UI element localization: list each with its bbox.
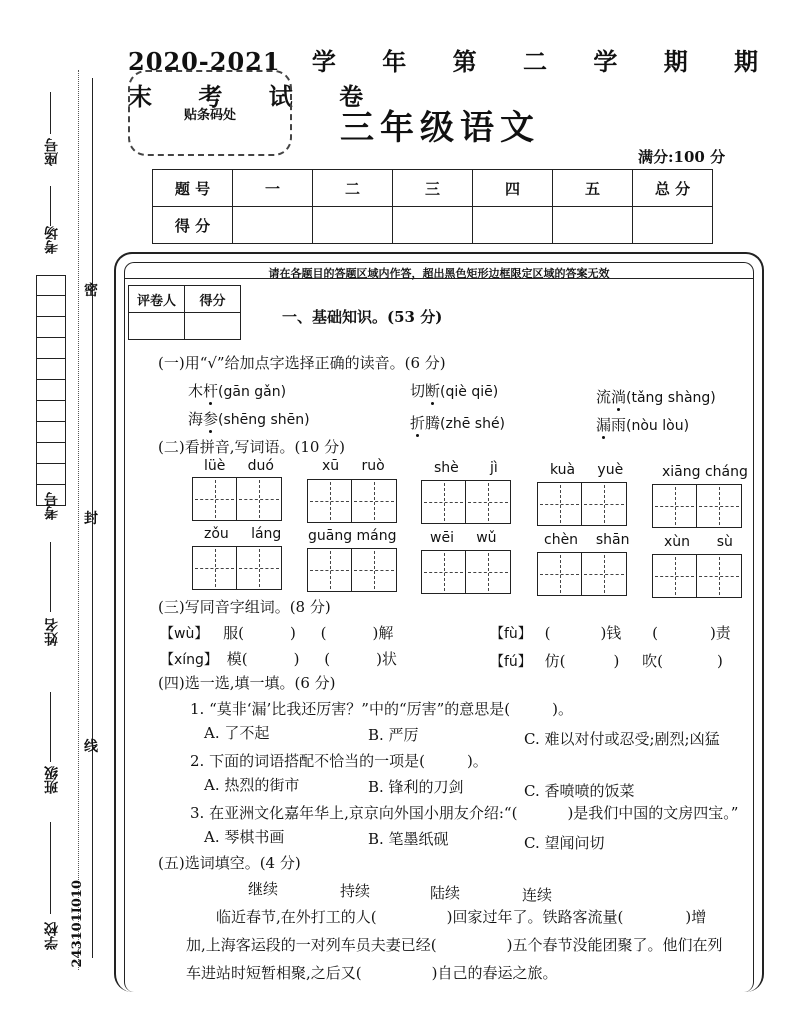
q3-title: (三)写同音字组词。(8 分) [158,598,331,616]
q1-item-5: 折腾(zhē shé) [410,414,506,432]
class-blank [50,692,51,762]
writing-box-pair[interactable] [652,484,742,528]
year-range: 2020-2021 [128,47,281,76]
q2-pinyin: lüè duó [204,458,274,474]
school-blank [50,822,51,914]
q1-item-2: 切断(qiè qiē) [410,382,499,400]
school-label: 学校 [44,922,60,950]
score-input-cell[interactable] [473,207,553,244]
notice-divider [124,278,754,279]
q4-3-option-b: B. 笔墨纸砚 [368,830,449,848]
q2-pinyin: xùn sù [664,534,733,550]
q2-pinyin: xū ruò [322,458,385,474]
q3-line-2-left: 【xíng】 模( ) ( )状 [160,650,397,668]
binding-mi: 密 [84,283,98,299]
full-score: 满分:100 分 [638,148,726,166]
q4-title: (四)选一选,填一填。(6 分) [158,674,336,692]
q4-1-option-c: C. 难以对付或忍受;剧烈;凶猛 [524,730,720,748]
q2-title: (二)看拼音,写词语。(10 分) [158,438,346,456]
exam-room-label: 考场 [44,226,60,254]
binding-dotted-line [78,70,79,970]
writing-box-pair[interactable] [192,546,282,590]
score-input-cell[interactable] [633,207,713,244]
seat-label: 座号 [44,138,60,166]
q4-question-3: 3. 在亚洲文化嘉年华上,京京向外国小朋友介绍:“( )是我们中国的文房四宝。” [190,804,739,822]
score-cell: 总 分 [633,170,713,207]
score-cell: 一 [233,170,313,207]
class-label: 班级 [44,766,60,794]
score-input-cell[interactable] [233,207,313,244]
score-table [152,169,713,244]
q4-1-option-b: B. 严厉 [368,726,419,744]
q2-pinyin: zǒu láng [204,526,282,542]
q5-word: 陆续 [430,884,461,902]
q4-3-option-c: C. 望闻问切 [524,834,605,852]
q4-question-2: 2. 下面的词语搭配不恰当的一项是( )。 [190,752,488,770]
writing-box-pair[interactable] [192,477,282,521]
q4-2-option-c: C. 香喷喷的饭菜 [524,782,635,800]
grader-score-label: 得分 [185,286,241,313]
q5-paragraph-line-3: 车进站时短暂相聚,之后又( )自己的春运之旅。 [186,964,558,982]
score-input-cell[interactable] [553,207,633,244]
q1-item-4: 海参(shēng shēn) [188,410,310,428]
name-blank [50,542,51,612]
page-title: 三年级语文 [340,108,540,148]
exam-name: 学 年 第 二 学 期 期 末 考 试 卷 [128,47,778,111]
writing-box-pair[interactable] [652,554,742,598]
q4-3-option-a: A. 琴棋书画 [204,828,285,846]
q3-line-2-right: 【fú】 仿( ) 吹( ) [490,652,723,670]
section1-title: 一、基础知识。(53 分) [282,308,443,326]
score-table-score-row [153,207,713,244]
grader-table [128,285,241,340]
score-input-cell[interactable] [393,207,473,244]
q1-item-3: 流淌(tǎng shàng) [596,388,716,406]
exam-room-blank [50,186,51,226]
q4-1-option-a: A. 了不起 [204,724,270,742]
q4-2-option-b: B. 锋利的刀剑 [368,778,464,796]
writing-box-pair[interactable] [307,479,397,523]
q2-pinyin: shè jì [434,460,498,476]
score-cell: 得 分 [153,207,233,244]
writing-box-pair[interactable] [537,482,627,526]
score-cell: 五 [553,170,633,207]
q2-pinyin: chèn shān [544,532,630,548]
writing-box-pair[interactable] [421,550,511,594]
grader-reviewer-label: 评卷人 [129,286,185,313]
score-cell: 四 [473,170,553,207]
score-input-cell[interactable] [313,207,393,244]
q1-item-1: 木杆(gān gǎn) [188,382,287,400]
seat-blank [50,92,51,134]
score-cell: 二 [313,170,393,207]
q5-word: 持续 [340,882,371,900]
q4-question-1: 1. “莫非‘漏’比我还厉害？”中的“厉害”的意思是( )。 [190,700,574,718]
name-label: 姓名 [44,618,60,646]
q5-title: (五)选词填空。(4 分) [158,854,301,872]
binding-feng: 封 [84,511,98,527]
q4-2-option-a: A. 热烈的街市 [204,776,300,794]
q3-line-1-right: 【fù】 ( )钱 ( )责 [490,624,731,642]
exam-no-label: 考号 [44,492,60,520]
score-cell: 题 号 [153,170,233,207]
grader-score-cell[interactable] [185,313,241,340]
q5-paragraph-line-2: 加,上海客运段的一对列车员夫妻已经( )五个春节没能团聚了。他们在列 [186,936,723,954]
q1-item-6: 漏雨(nòu lòu) [596,416,690,434]
q3-line-1-left: 【wù】 服( ) ( )解 [160,624,394,642]
score-table-header-row [153,170,713,207]
score-cell: 三 [393,170,473,207]
code-label: 243101I010 [70,880,85,968]
q1-title: (一)用“√”给加点字选择正确的读音。(6 分) [158,354,446,372]
q2-pinyin: kuà yuè [550,462,624,478]
q2-pinyin: guāng máng [308,528,397,544]
writing-box-pair[interactable] [421,480,511,524]
answer-notice: 请在各题目的答题区域内作答，超出黑色矩形边框限定区域的答案无效 [268,267,610,280]
exam-no-grid [36,275,66,506]
writing-box-pair[interactable] [537,552,627,596]
grader-reviewer-cell[interactable] [129,313,185,340]
q2-pinyin: wēi wǔ [430,530,497,546]
writing-box-pair[interactable] [307,548,397,592]
binding-xian: 线 [84,739,98,755]
q5-word: 连续 [522,886,553,904]
barcode-sticker-area: 贴条码处 [128,70,292,156]
q2-pinyin: xiāng cháng [662,464,748,480]
q5-word: 继续 [248,880,279,898]
q5-paragraph-line-1: 临近春节,在外打工的人( )回家过年了。铁路客流量( )增 [216,908,707,926]
